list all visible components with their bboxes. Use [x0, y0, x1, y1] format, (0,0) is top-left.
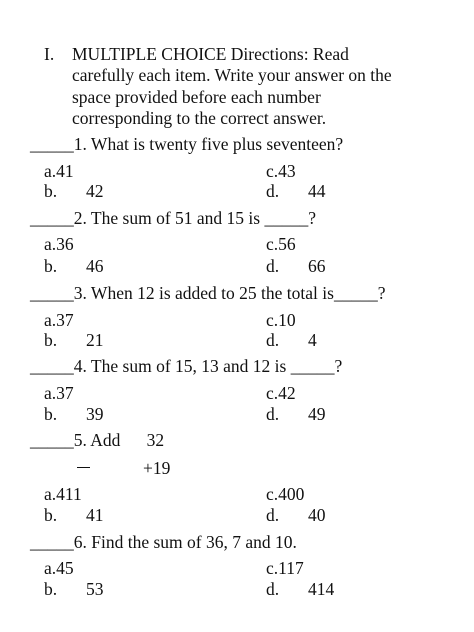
q6-option-b-label: b.	[44, 579, 58, 599]
q3-option-c: c.10	[266, 310, 296, 330]
q6-option-c: c.117	[266, 558, 304, 578]
q4-option-a: a.37	[44, 383, 74, 403]
q2-option-b-value: 46	[86, 256, 104, 276]
q2-option-c: c.56	[266, 234, 296, 254]
q5-addend: +19	[143, 458, 171, 478]
section-numeral: I.	[44, 44, 55, 64]
q4-option-b-value: 39	[86, 404, 104, 424]
q3-option-a: a.37	[44, 310, 74, 330]
question-6: _____6. Find the sum of 36, 7 and 10.	[30, 532, 297, 552]
directions-line-3: space provided before each number	[72, 87, 321, 107]
q3-option-b-value: 21	[86, 330, 104, 350]
directions-line-2: carefully each item. Write your answer on the	[72, 65, 392, 85]
q5-option-d-value: 40	[308, 505, 326, 525]
question-2: _____2. The sum of 51 and 15 is _____?	[30, 208, 316, 228]
question-3: _____3. When 12 is added to 25 the total is_____?	[30, 283, 386, 303]
q6-option-b-value: 53	[86, 579, 104, 599]
question-5: _____5. Add 32	[30, 430, 165, 450]
q5-option-b-value: 41	[86, 505, 104, 525]
question-4: _____4. The sum of 15, 13 and 12 is _____?	[30, 356, 343, 376]
directions-line-4: corresponding to the correct answer.	[72, 108, 327, 128]
q6-option-d-value: 414	[308, 579, 335, 599]
q4-option-c: c.42	[266, 383, 296, 403]
q2-option-d-label: d.	[266, 256, 280, 276]
q5-option-b-label: b.	[44, 505, 58, 525]
q1-option-d-label: d.	[266, 181, 280, 201]
q1-option-b-value: 42	[86, 181, 104, 201]
q5-option-c: c.400	[266, 484, 305, 504]
q1-option-b-label: b.	[44, 181, 58, 201]
q6-option-a: a.45	[44, 558, 74, 578]
q1-option-a: a.41	[44, 161, 74, 181]
q3-option-d-value: 4	[308, 330, 317, 350]
directions-line-1: MULTIPLE CHOICE Directions: Read	[72, 44, 349, 64]
q5-option-d-label: d.	[266, 505, 280, 525]
q3-option-d-label: d.	[266, 330, 280, 350]
q1-option-d-value: 44	[308, 181, 326, 201]
q4-option-d-label: d.	[266, 404, 280, 424]
q4-option-d-value: 49	[308, 404, 326, 424]
q3-option-b-label: b.	[44, 330, 58, 350]
question-1: _____1. What is twenty five plus seventeen?	[30, 134, 344, 154]
q2-option-a: a.36	[44, 234, 74, 254]
minus-mark	[77, 467, 90, 468]
q2-option-b-label: b.	[44, 256, 58, 276]
q4-option-b-label: b.	[44, 404, 58, 424]
q5-option-a: a.411	[44, 484, 82, 504]
q1-option-c: c.43	[266, 161, 296, 181]
q6-option-d-label: d.	[266, 579, 280, 599]
q2-option-d-value: 66	[308, 256, 326, 276]
